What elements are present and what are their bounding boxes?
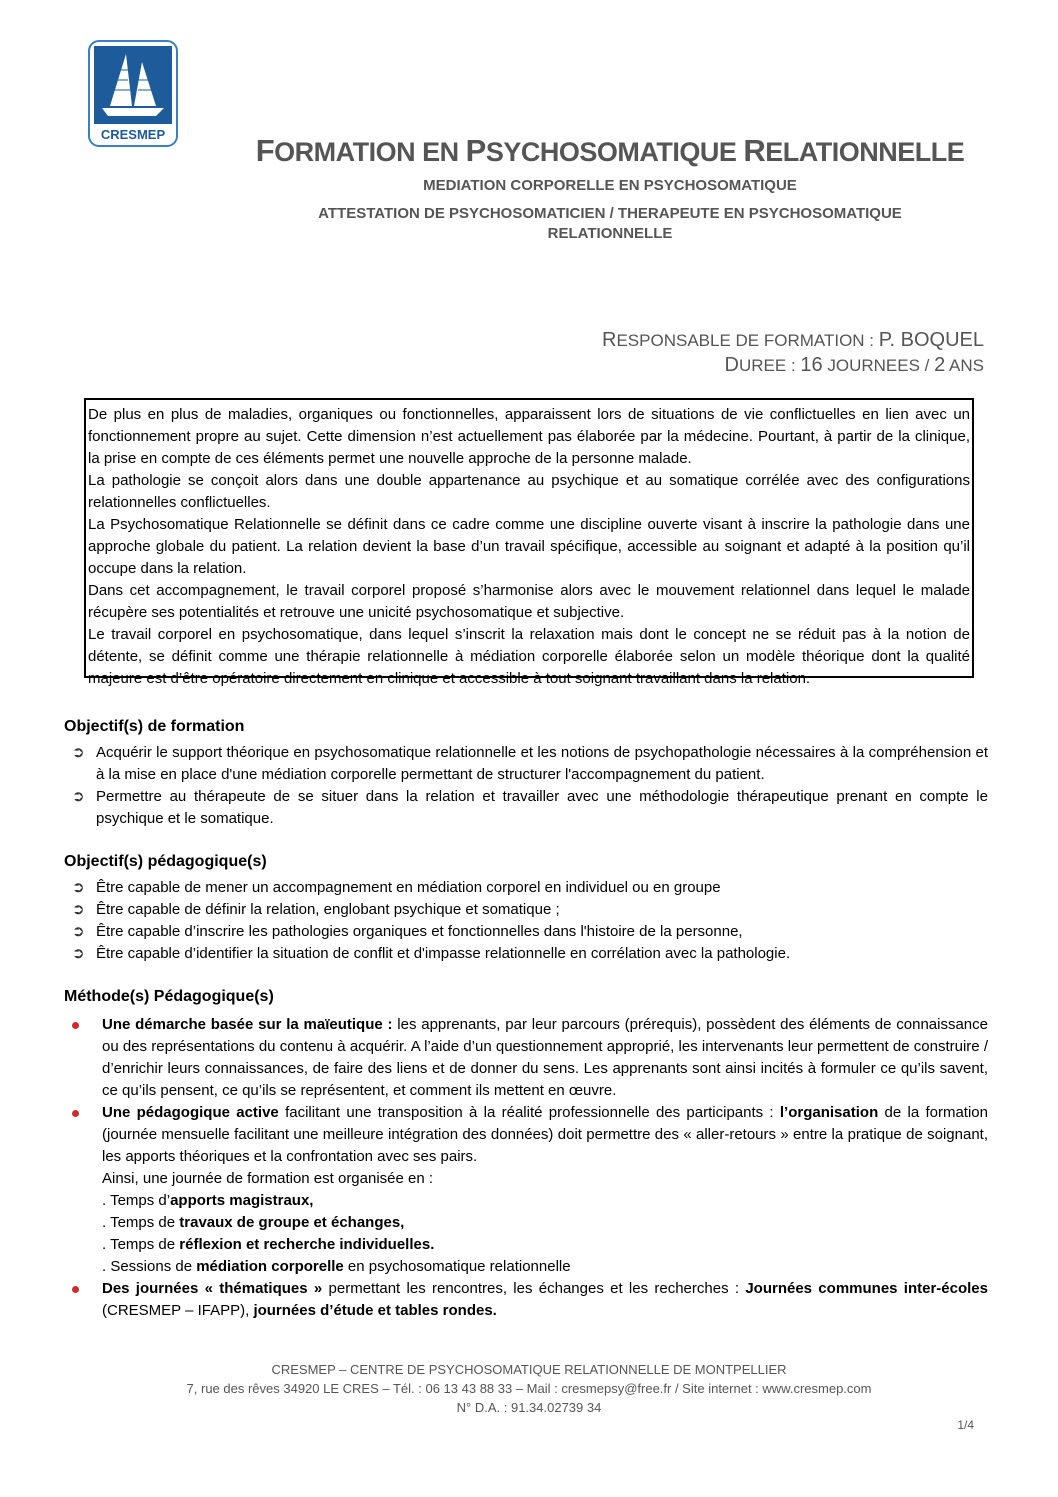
objectifs-pedagogiques-list — [72, 877, 988, 965]
bold-text: l’organisation — [779, 1104, 879, 1121]
arrow-icon: ➲ — [72, 945, 85, 962]
sub-line-suffix: en psychosomatique relationnelle — [343, 1258, 571, 1275]
bold-text: Une pédagogique active — [102, 1104, 279, 1121]
title-rest-3: ELATIONNELLE — [765, 137, 965, 167]
intro-paragraph: De plus en plus de maladies, organiques ou fonctionnelles, apparaissent lors de situations de vie conflictuelles en lien avec un fonctionnement propre au sujet. Cette dimension n’est actuellement pas élaborée par la médecine. Pourtant, à partir de la clinique, la prise en compte de ces éléments permet une nouvelle approche de la personne malade. — [88, 406, 970, 467]
list-item-text: (CRESMEP – IFAPP), — [102, 1302, 254, 1319]
bullet-icon — [72, 1022, 79, 1029]
list-item-text: Acquérir le support théorique en psychosomatique relationnelle et les notions de psychopathologie nécessaires à la compréhension et à la mise en place d'une médiation corporelle permettant de structurer l'accompagnement du patient. — [96, 744, 988, 783]
sub-line: Ainsi, une journée de formation est organisée en : — [102, 1170, 434, 1187]
sub-line-prefix: . Temps de — [102, 1214, 180, 1231]
list-item-text: Permettre au thérapeute de se situer dans la relation et travailler avec une méthodologie thérapeutique prenant en compte le psychique et le somatique. — [96, 788, 988, 827]
arrow-icon: ➲ — [72, 923, 85, 940]
title-block — [190, 135, 1030, 244]
bold-text: Journées communes inter-écoles — [745, 1280, 988, 1297]
duree-cap: D — [724, 354, 739, 376]
title-rest-2: SYCHOSOMATIQUE — [485, 137, 744, 167]
list-item-text: de la formation (journée mensuelle facilitant une meilleure intégration des données) doit permettre des « aller-retours » entre la pratique de soignant, les apports théoriques et la confrontation avec ses pairs. — [102, 1104, 988, 1165]
logo-text: CRESMEP — [100, 127, 166, 142]
page-number: 1/4 — [957, 1418, 974, 1432]
intro-box — [84, 398, 974, 687]
duree-years: 2 — [934, 354, 946, 376]
sub-line-prefix: . Temps d’ — [102, 1192, 171, 1209]
duree-line — [602, 353, 984, 378]
list-item-text: facilitant une transposition à la réalité professionnelle des participants : — [278, 1104, 780, 1121]
intro-paragraph: Le travail corporel en psychosomatique, dans lequel s’inscrit la relaxation mais dont le concept ne se réduit pas à la notion de détente, se définit comme une thérapie relationnelle à médiation corporelle élaborée selon un modèle théorique dont la qualité majeure est d’être opératoire directement en clinique et accessible à tout soignant travaillant dans la relation. — [88, 626, 970, 687]
list-item — [66, 1102, 988, 1278]
responsable-line — [602, 328, 984, 353]
cresmep-logo — [88, 40, 178, 147]
bold-text: réflexion et recherche individuelles. — [179, 1236, 435, 1253]
list-item-text: les apprenants, par leur parcours (prérequis), possèdent des éléments de connaissance ou des représentations du contenu à acquérir. A l’aide d’un questionnement approprié, les intervenants leur permettent de construire / d’enrichir leurs connaissances, de faire des liens et de donner du sens. Les apprenants sont ainsi incités à formuler ce qu’ils savent, ce qu’ils pensent, ce qu’ils se représentent, et comment ils mettent en œuvre. — [102, 1016, 988, 1099]
list-item-text: Être capable d’identifier la situation de conflit et d'impasse relationnelle en corrélation avec la pathologie. — [96, 945, 791, 962]
subtitle-relationnelle: RELATIONNELLE — [547, 225, 673, 242]
title-cap-3: R — [743, 133, 766, 168]
bold-text: journées d’étude et tables rondes. — [253, 1302, 497, 1319]
title-rest-1: ORMATION EN — [274, 137, 466, 167]
sub-line-prefix: . Sessions de — [102, 1258, 197, 1275]
footer-contact: 7, rue des rêves 34920 LE CRES – Tél. : 06 13 43 88 33 – Mail : cresmepsy@free.fr / Site internet : www.cresmep.com — [186, 1381, 872, 1396]
title-cap-2: P — [465, 133, 486, 168]
arrow-icon: ➲ — [72, 901, 85, 918]
intro-paragraph: La Psychosomatique Relationnelle se définit dans ce cadre comme une discipline ouverte visant à inscrire la pathologie dans une approche globale du patient. La relation devient la base d’un travail spécifique, accessible au soignant et adapté à la position qu’il occupe dans la relation. — [88, 516, 970, 577]
list-item — [72, 943, 988, 965]
list-item — [66, 1278, 988, 1322]
section-title-methodes: Méthode(s) Pédagogique(s) — [64, 988, 274, 1005]
sub-line — [102, 1256, 988, 1278]
bold-text: apports magistraux, — [170, 1192, 314, 1209]
footer-org: CRESMEP – CENTRE DE PSYCHOSOMATIQUE RELATIONNELLE DE MONTPELLIER — [271, 1362, 787, 1377]
list-item — [72, 786, 988, 830]
subtitle-mediation: MEDIATION CORPORELLE EN PSYCHOSOMATIQUE — [423, 177, 797, 194]
bold-text: travaux de groupe et échanges, — [179, 1214, 405, 1231]
bold-text: Une démarche basée sur la maïeutique : — [102, 1016, 393, 1033]
arrow-icon: ➲ — [72, 788, 85, 805]
responsable-name: P. BOQUEL — [878, 329, 984, 351]
list-item-text: Être capable de définir la relation, englobant psychique et somatique ; — [96, 901, 560, 918]
list-item-text: Être capable de mener un accompagnement en médiation corporel en individuel ou en groupe — [96, 879, 721, 896]
responsable-cap: R — [602, 329, 617, 351]
duree-years-unit: ANS — [945, 356, 984, 375]
list-item-text: permettant les rencontres, les échanges et les recherches : — [322, 1280, 746, 1297]
duree-number: 16 — [800, 354, 823, 376]
bullet-icon — [72, 1110, 79, 1117]
arrow-icon: ➲ — [72, 744, 85, 761]
intro-paragraph: Dans cet accompagnement, le travail corporel proposé s’harmonise alors avec le mouvement relationnel dans lequel le malade récupère ses potentialités et retrouve une unicité psychosomatique et subjective. — [88, 582, 970, 621]
duree-unit: JOURNEES / — [822, 356, 935, 375]
sub-line — [102, 1212, 988, 1234]
bold-text: Des journées « thématiques » — [102, 1280, 323, 1297]
list-item — [66, 1014, 988, 1102]
bullet-icon — [72, 1286, 79, 1293]
responsable-block — [602, 328, 984, 378]
list-item-text: Être capable d’inscrire les pathologies organiques et fonctionnelles dans l'histoire de la personne, — [96, 923, 743, 940]
section-title-objectifs-formation: Objectif(s) de formation — [64, 718, 245, 735]
responsable-label: ESPONSABLE DE FORMATION : — [616, 331, 879, 350]
list-item — [72, 877, 988, 899]
objectifs-formation-list — [72, 742, 988, 830]
methodes-list — [66, 1014, 988, 1322]
sub-line — [102, 1234, 988, 1256]
page-footer — [0, 1360, 1058, 1417]
footer-da-number: N° D.A. : 91.34.02739 34 — [456, 1400, 602, 1415]
intro-paragraph: La pathologie se conçoit alors dans une double appartenance au psychique et au somatique corrélée avec des configurations relationnelles conflictuelles. — [88, 472, 970, 511]
list-item — [72, 742, 988, 786]
duree-label: UREE : — [739, 356, 801, 375]
title-cap-1: F — [255, 133, 275, 168]
sub-line-prefix: . Temps de — [102, 1236, 180, 1253]
section-title-objectifs-pedagogiques: Objectif(s) pédagogique(s) — [64, 853, 267, 870]
bold-text: médiation corporelle — [196, 1258, 344, 1275]
main-title — [190, 135, 1030, 168]
arrow-icon: ➲ — [72, 879, 85, 896]
sub-line — [102, 1190, 988, 1212]
subtitle-attestation: ATTESTATION DE PSYCHOSOMATICIEN / THERAPEUTE EN PSYCHOSOMATIQUE — [318, 205, 902, 222]
list-item — [72, 921, 988, 943]
list-item — [72, 899, 988, 921]
